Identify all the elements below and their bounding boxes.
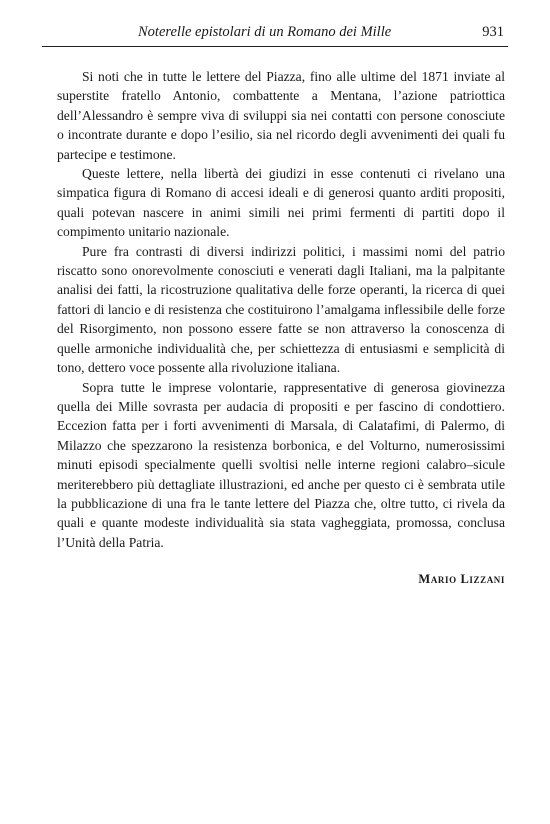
running-title: Noterelle epistolari di un Romano dei Mille xyxy=(138,24,392,40)
article-body xyxy=(57,67,505,552)
paragraph: Queste lettere, nella libertà dei giudizi in esse contenuti ci rivelano una simpatica figura di Romano di accesi ideali e di generosi quanto arditi propositi, quali potevan nascere in animi simili nei primi fermenti di partiti dopo il compimento unitario nazionale. xyxy=(57,166,505,240)
paragraph: Si noti che in tutte le lettere del Piazza, fino alle ultime del 1871 inviate al superstite fratello Antonio, combattente a Mentana, l’azione patriottica dell’Alessandro è sempre viva di sviluppi sia nei contatti con persone conosciute o incontrate durante e dopo l’esilio, sia nel ricordo degli avvenimenti dei quali fu partecipe e testimone. xyxy=(57,69,505,162)
paragraph: Pure fra contrasti di diversi indirizzi politici, i massimi nomi del patrio riscatto sono onorevolmente conosciuti e venerati dagli Italiani, ma la palpitante analisi dei fatti, la ricostruzione qualitativa delle forze operanti, la ricerca di quei fattori di lancio e di resistenza che costituirono l’amalgama inflessibile delle forze del Risorgimento, non possono essere fatte se non attraverso la conoscenza di quelle armoniche individualità che, per schiettezza di entusiasmi e semplicità di tono, dettero voce possente alla rivoluzione italiana. xyxy=(57,243,505,376)
paragraph: Sopra tutte le imprese volontarie, rappresentative di generosa giovinezza quella dei Mille sovrasta per audacia di propositi e per fascino di condottiero. Eccezion fatta per i forti avvenimenti di Marsala, di Calatafimi, di Palermo, di Milazzo che spezzarono la resistenza borbonica, e del Volturno, numerosissimi minuti episodi specialmente quelli svoltisi nelle interne regioni calabro–sicule meriterebbero più dettagliate illustrazioni, ed anche per questo ci è sembrata utile la pubblicazione di una fra le tante lettere del Piazza che, oltre tutto, ci rivela da quali e quante modeste individualità sia stata vagheggiata, promossa, conclusa l’Unità della Patria. xyxy=(57,379,505,550)
running-header xyxy=(42,22,508,47)
page-number: 931 xyxy=(482,24,504,40)
author-signature: Mario Lizzani xyxy=(418,572,505,586)
